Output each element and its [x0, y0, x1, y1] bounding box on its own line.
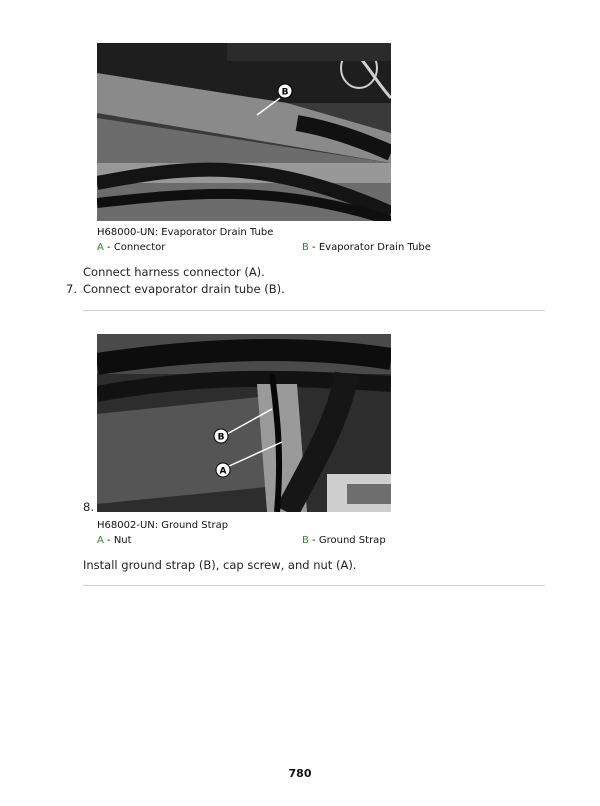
figure-1-caption: H68000-UN: Evaporator Drain Tube [97, 227, 274, 238]
legend-key: B [302, 242, 309, 253]
divider-2 [83, 585, 545, 586]
divider-1 [83, 310, 545, 311]
legend-label: Nut [113, 535, 132, 546]
figure-2-caption: H68002-UN: Ground Strap [97, 520, 229, 531]
evaporator-drain-tube-image [97, 43, 391, 221]
figure-2-legend-a [97, 535, 132, 546]
legend-key: A [97, 535, 104, 546]
figure-1-legend-b [302, 242, 431, 253]
legend-label: Evaporator Drain Tube [318, 242, 431, 253]
step-8-text: Install ground strap (B), cap screw, and nut (A). [83, 558, 357, 572]
ground-strap-image [97, 334, 391, 512]
callout-b-label: B [281, 87, 289, 98]
step-7-text: Connect evaporator drain tube (B). [83, 282, 285, 296]
figure-1-photo [97, 43, 391, 221]
step-7-number: 7. [66, 282, 77, 296]
callout-a-label: A [219, 466, 227, 477]
callout-b-label: B [217, 432, 225, 443]
legend-separator: - [308, 535, 319, 546]
figure-1-legend-a [97, 242, 165, 253]
page-number: 780 [288, 767, 312, 780]
legend-label: Ground Strap [318, 535, 386, 546]
step-8-number: 8. [83, 500, 94, 514]
pre-step-text: Connect harness connector (A). [83, 265, 265, 279]
legend-label: Connector [113, 242, 166, 253]
figure-2-photo [97, 334, 391, 512]
legend-separator: - [103, 535, 114, 546]
legend-separator: - [308, 242, 319, 253]
legend-key: A [97, 242, 104, 253]
legend-key: B [302, 535, 309, 546]
legend-separator: - [103, 242, 114, 253]
figure-2-legend-b [302, 535, 386, 546]
